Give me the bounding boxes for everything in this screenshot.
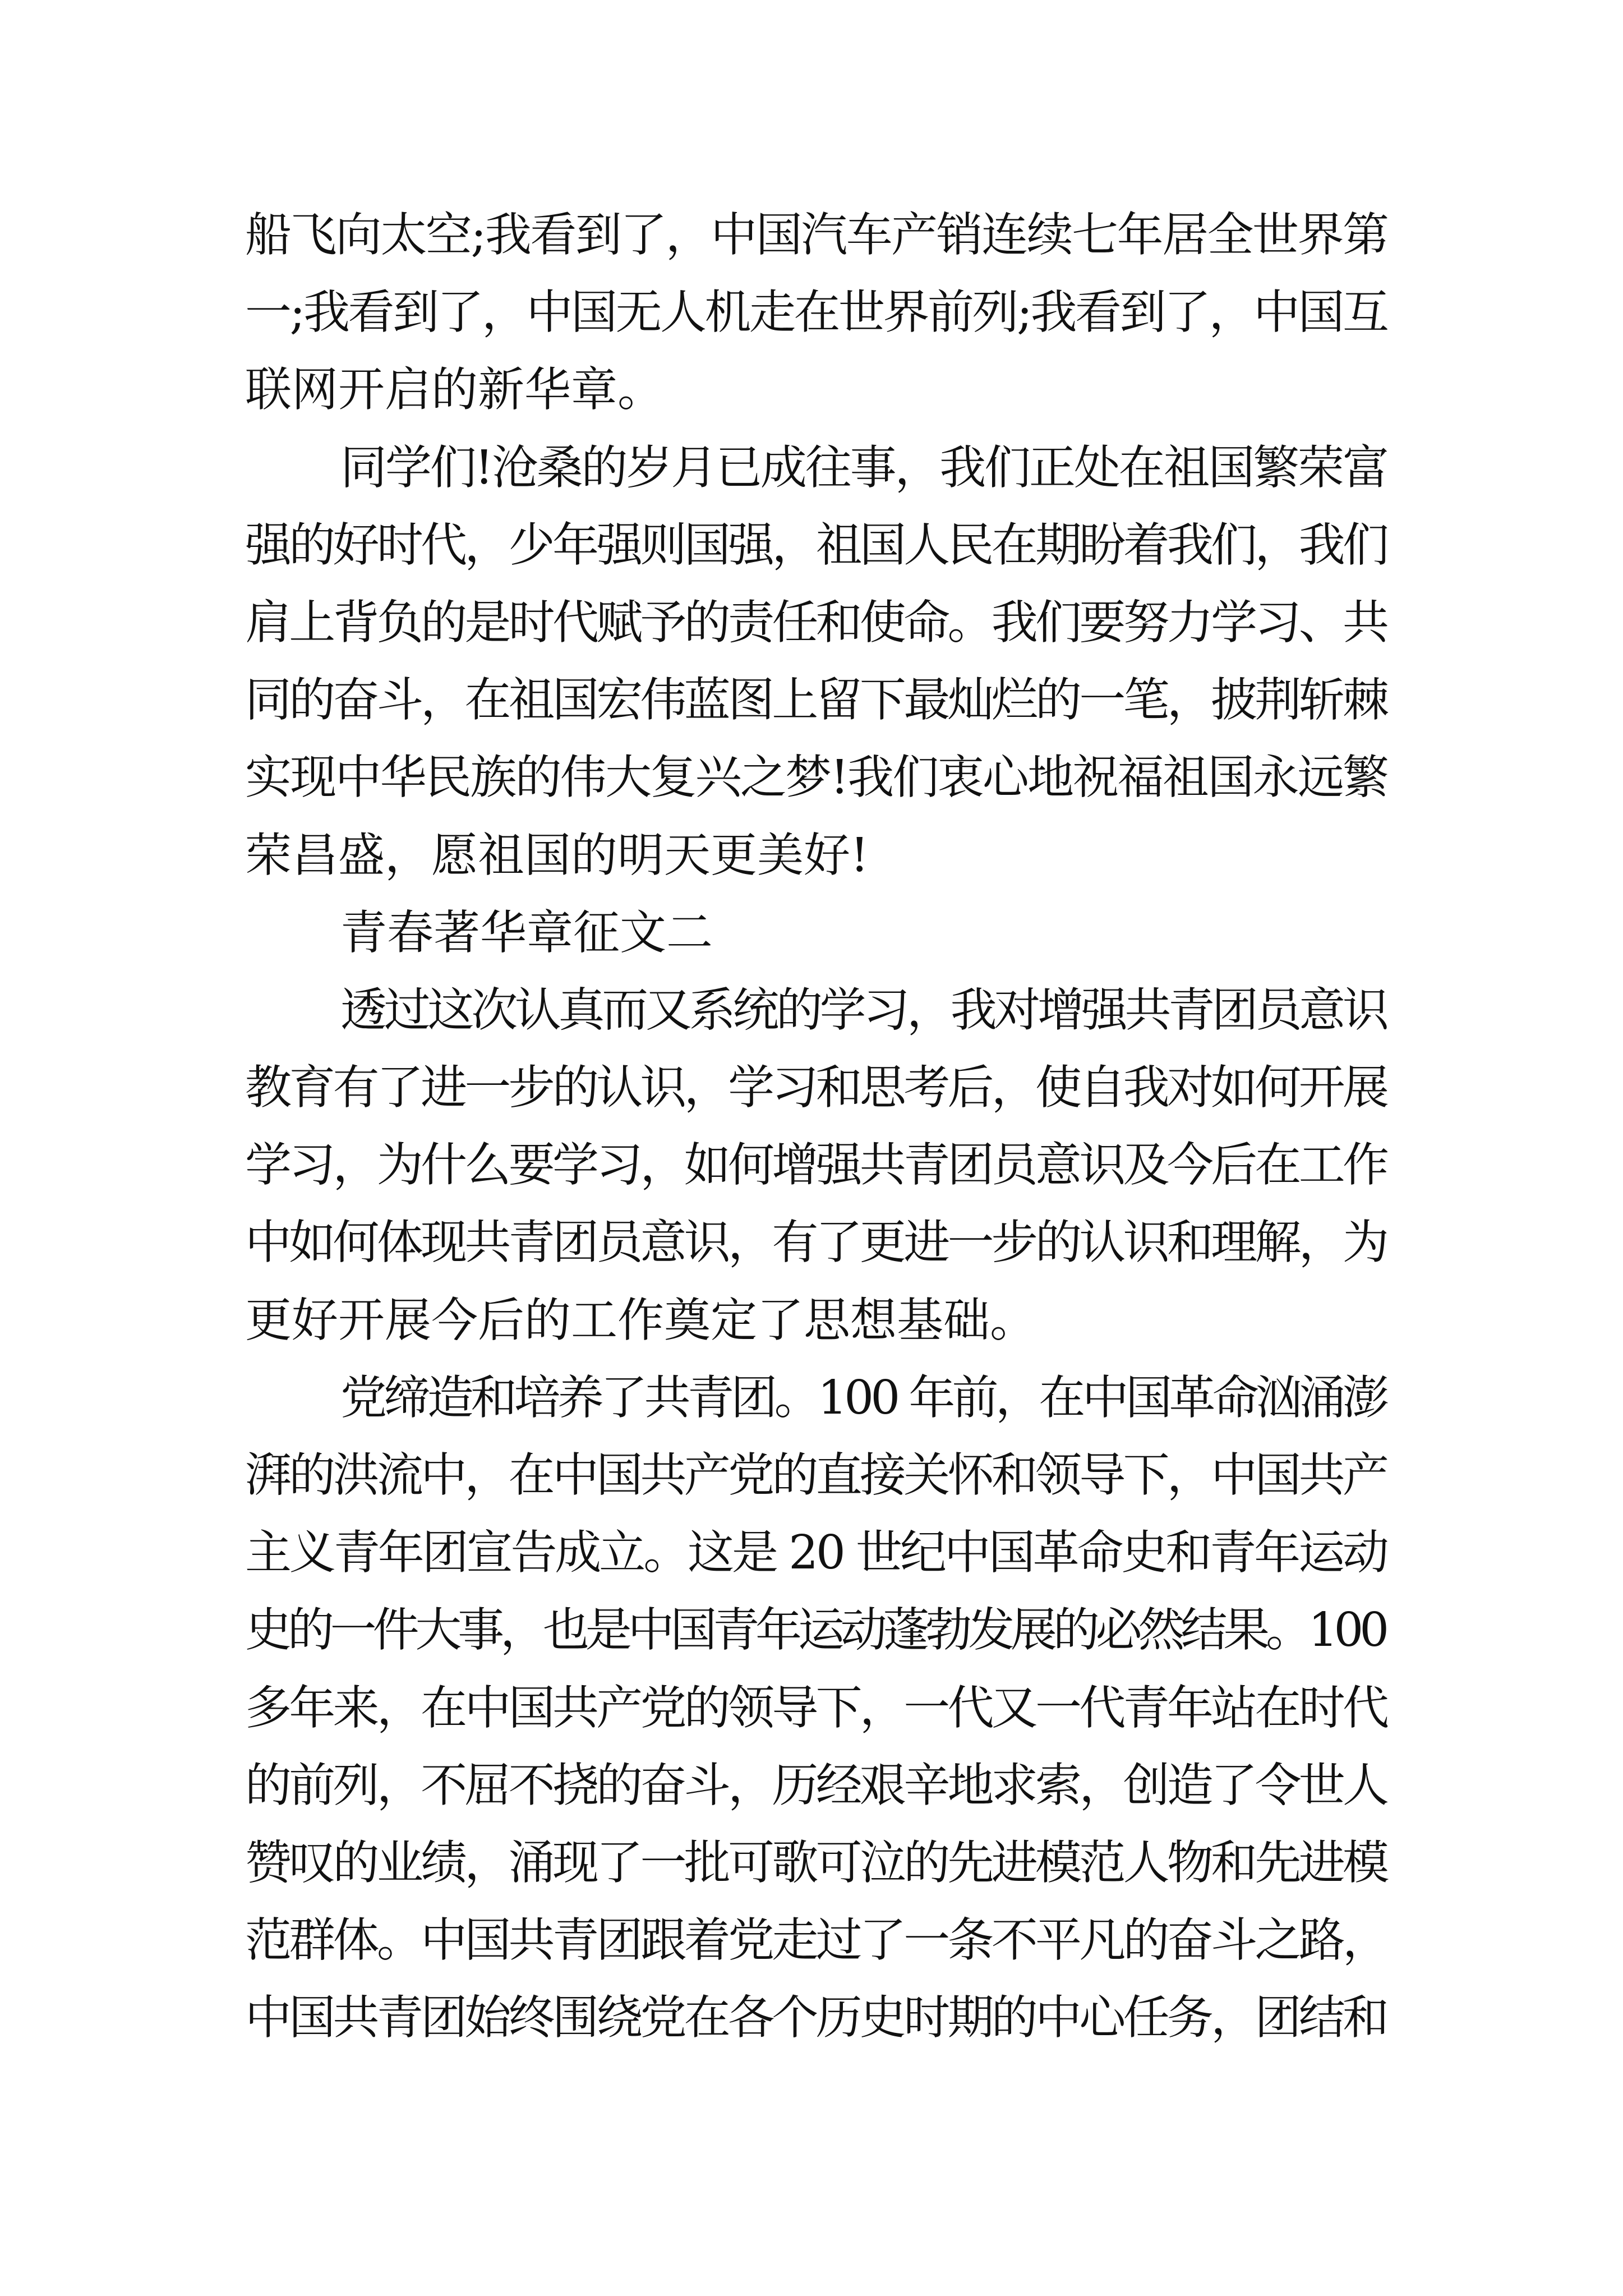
text-line: 一;我看到了，中国无人机走在世界前列;我看到了，中国互	[245, 285, 1387, 340]
text-line: 湃的洪流中，在中国共产党的直接关怀和领导下，中国共产	[245, 1448, 1387, 1502]
text-line: 主义青年团宣告成立。这是 20 世纪中国革命史和青年运动	[245, 1525, 1387, 1580]
document-body	[245, 196, 1389, 2057]
text-line: 多年来，在中国共产党的领导下，一代又一代青年站在时代	[245, 1680, 1387, 1735]
text-line: 赞叹的业绩，涌现了一批可歌可泣的先进模范人物和先进模	[245, 1835, 1387, 1890]
text-line: 史的一件大事，也是中国青年运动蓬勃发展的必然结果。100	[245, 1603, 1385, 1658]
text-line: 同的奋斗，在祖国宏伟蓝图上留下最灿烂的一笔，披荆斩棘	[245, 673, 1387, 728]
paragraph-start-line: 同学们!沧桑的岁月已成往事，我们正处在祖国繁荣富	[340, 440, 1387, 495]
text-line: 中国共青团始终围绕党在各个历史时期的中心任务，团结和	[245, 1990, 1387, 2045]
text-line: 教育有了进一步的认识，学习和思考后，使自我对如何开展	[245, 1060, 1387, 1115]
text-line: 中如何体现共青团员意识，有了更进一步的认识和理解，为	[245, 1215, 1387, 1270]
paragraph-start-line: 青春著华章征文二	[340, 905, 713, 960]
text-line: 肩上背负的是时代赋予的责任和使命。我们要努力学习、共	[245, 595, 1387, 650]
text-line: 荣昌盛，愿祖国的明天更美好!	[245, 827, 869, 882]
paragraph-start-line: 透过这次认真而又系统的学习，我对增强共青团员意识	[340, 982, 1386, 1037]
text-line: 的前列，不屈不挠的奋斗，历经艰辛地求索，创造了令世人	[245, 1757, 1387, 1812]
text-line: 船飞向太空;我看到了，中国汽车产销连续七年居全世界第	[245, 208, 1388, 262]
paragraph-start-line: 党缔造和培养了共青团。100 年前，在中国革命汹涌澎	[340, 1370, 1386, 1425]
text-line: 强的好时代，少年强则国强，祖国人民在期盼着我们，我们	[245, 517, 1387, 572]
text-line: 实现中华民族的伟大复兴之梦!我们衷心地祝福祖国永远繁	[245, 750, 1388, 805]
text-line: 范群体。中国共青团跟着党走过了一条不平凡的奋斗之路，	[245, 1913, 1387, 1968]
text-line: 联网开启的新华章。	[245, 362, 664, 417]
text-line: 学习，为什么要学习，如何增强共青团员意识及今后在工作	[245, 1138, 1387, 1193]
text-line: 更好开展今后的工作奠定了思想基础。	[245, 1292, 1036, 1347]
